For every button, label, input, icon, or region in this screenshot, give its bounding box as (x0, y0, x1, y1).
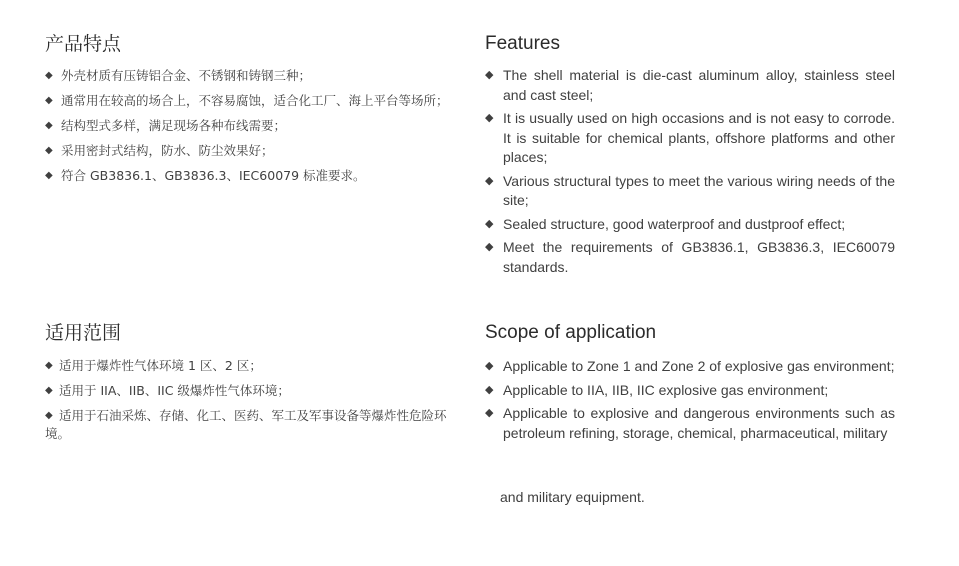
diamond-bullet-icon: ◆ (45, 360, 53, 371)
list-item (485, 357, 895, 377)
list-item (45, 167, 465, 185)
list-item-text: Meet the requirements of GB3836.1, GB3836.3, IEC60079 standards. (503, 239, 895, 275)
features-zh-list (45, 67, 465, 185)
diamond-bullet-icon: ◆ (485, 112, 494, 124)
list-item-text: Applicable to explosive and dangerous environments such as petroleum refining, storage, chemical, pharmaceutical, military (503, 405, 895, 441)
diamond-bullet-icon: ◆ (45, 170, 53, 181)
list-item-text: 采用密封式结构，防水、防尘效果好； (61, 143, 274, 158)
list-item (45, 382, 460, 400)
list-item (45, 67, 465, 85)
list-item-text: 外壳材质有压铸铝合金、不锈钢和铸钢三种； (61, 68, 312, 83)
list-item (45, 407, 460, 443)
list-item (485, 381, 895, 401)
diamond-bullet-icon: ◆ (485, 407, 494, 419)
list-item-text: Sealed structure, good waterproof and dustproof effect; (503, 215, 846, 232)
diamond-bullet-icon: ◆ (485, 174, 494, 187)
list-item-text: Applicable to Zone 1 and Zone 2 of explosive gas environment; (503, 358, 895, 374)
list-item (485, 238, 895, 277)
list-item-text: Applicable to IIA, IIB, IIC explosive gas environment; (503, 381, 829, 398)
diamond-bullet-icon: ◆ (485, 360, 494, 372)
list-item (45, 142, 465, 160)
diamond-bullet-icon: ◆ (485, 383, 494, 396)
scope-en-title: Scope of application (485, 322, 657, 343)
scope-zh-title: 适用范围 (45, 322, 122, 344)
list-item (45, 92, 465, 110)
list-item (485, 215, 895, 235)
features-en-title: Features (485, 33, 560, 54)
list-item-text: 符合 GB3836.1、GB3836.3、IEC60079 标准要求。 (61, 168, 366, 183)
list-item-text: Various structural types to meet the various wiring needs of the site; (503, 172, 895, 208)
list-item-text: 通常用在较高的场合上，不容易腐蚀，适合化工厂、海上平台等场所； (61, 93, 449, 108)
list-item-text: 适用于石油采炼、存储、化工、医药、军工及军事设备等爆炸性危险环境。 (45, 408, 447, 441)
list-item-text: It is usually used on high occasions and is not easy to corrode. It is suitable for chemical plants, offshore platforms and other places; (503, 110, 895, 165)
features-zh-title: 产品特点 (45, 33, 122, 55)
diamond-bullet-icon: ◆ (485, 241, 494, 253)
scope-zh-section (45, 322, 460, 450)
diamond-bullet-icon: ◆ (45, 410, 53, 421)
scope-en-continuation: and military equipment. (500, 489, 645, 505)
scope-en-list (485, 357, 895, 443)
list-item (45, 117, 465, 135)
diamond-bullet-icon: ◆ (485, 69, 494, 81)
scope-zh-list (45, 357, 460, 443)
features-en-section (485, 33, 895, 281)
list-item (45, 357, 460, 375)
diamond-bullet-icon: ◆ (45, 120, 53, 131)
diamond-bullet-icon: ◆ (45, 145, 53, 156)
diamond-bullet-icon: ◆ (45, 95, 53, 106)
diamond-bullet-icon: ◆ (45, 385, 53, 396)
diamond-bullet-icon: ◆ (485, 217, 494, 230)
list-item-text: 适用于爆炸性气体环境 1 区、2 区； (59, 358, 262, 373)
features-en-list (485, 66, 895, 277)
list-item (485, 404, 895, 443)
scope-en-section (485, 322, 895, 447)
list-item-text: 适用于 IIA、IIB、IIC 级爆炸性气体环境； (59, 383, 290, 398)
list-item (485, 66, 895, 105)
list-item (485, 172, 895, 211)
list-item (485, 109, 895, 168)
list-item-text: 结构型式多样，满足现场各种布线需要； (61, 118, 287, 133)
diamond-bullet-icon: ◆ (45, 70, 53, 81)
list-item-text: The shell material is die-cast aluminum alloy, stainless steel and cast steel; (503, 67, 895, 103)
features-zh-section (45, 33, 465, 192)
